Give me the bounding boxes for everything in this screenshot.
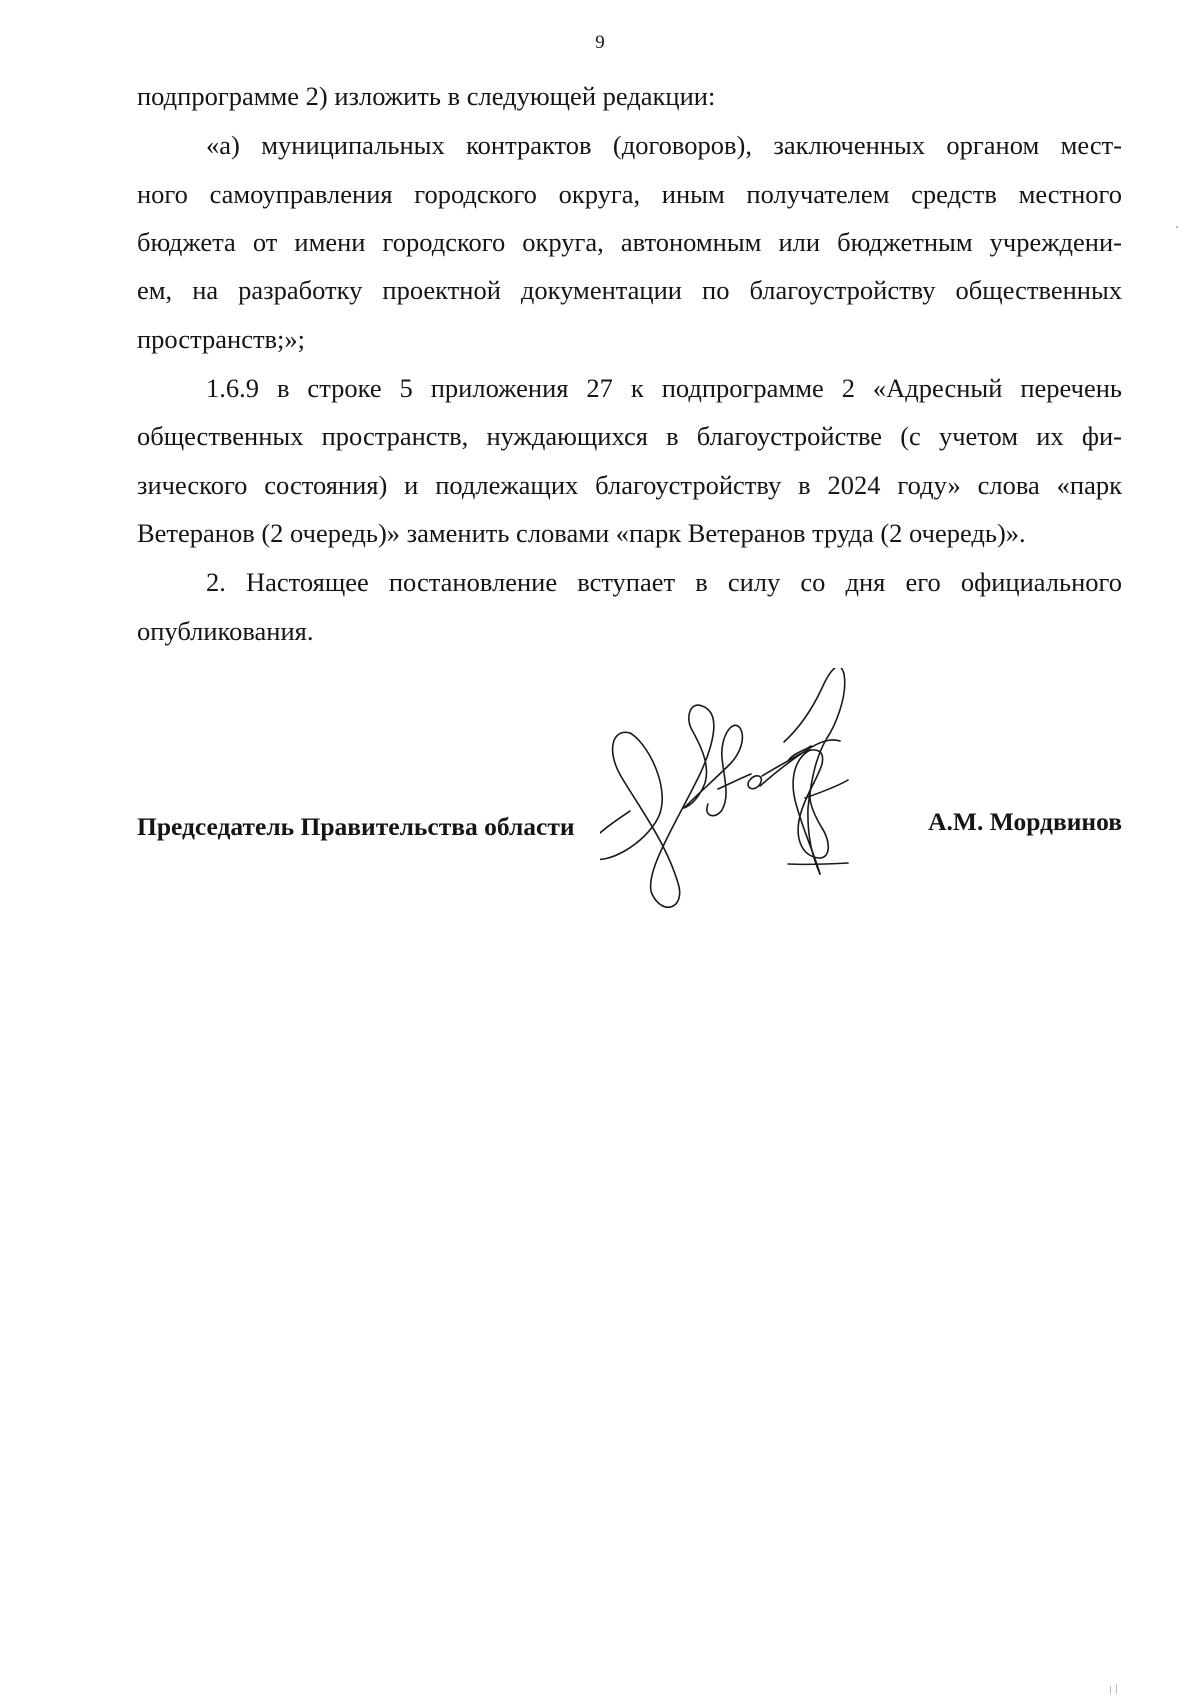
paragraph-line: ного самоуправления городского округа, иным получателем средств местного (137, 179, 1122, 209)
paragraph-line: ем, на разработку проектной документации по благоустройству общественных (137, 275, 1122, 305)
paragraph-line: Ветеранов (2 очередь)» заменить словами «парк Ветеранов труда (2 очередь)». (137, 518, 1026, 548)
paragraph-line: бюджета от имени городского округа, автономным или бюджетным учреждени- (137, 227, 1122, 257)
paragraph-line: общественных пространств, нуждающихся в благоустройстве (с учетом их фи- (137, 421, 1122, 451)
paragraph-line: подпрограмме 2) изложить в следующей редакции: (137, 81, 716, 111)
page-number: 9 (595, 32, 605, 53)
scan-speck (1116, 1684, 1117, 1694)
scan-speck (1176, 226, 1178, 228)
signatory-name: А.М. Мордвинов (928, 807, 1122, 836)
paragraph-line: 1.6.9 в строке 5 приложения 27 к подпрограмме 2 «Адресный перечень (206, 373, 1122, 403)
signatory-title: Председатель Правительства области (137, 812, 575, 841)
paragraph-line: опубликования. (137, 616, 314, 646)
paragraph-line: пространств;»; (137, 324, 306, 354)
paragraph-line: 2. Настоящее постановление вступает в силу со дня его официального (206, 567, 1122, 597)
handwritten-signature (600, 668, 930, 923)
paragraph-line: зического состояния) и подлежащих благоустройству в 2024 году» слова «парк (137, 470, 1122, 500)
paragraph-line: «а) муниципальных контрактов (договоров), заключенных органом мест- (206, 130, 1122, 160)
scan-speck (1110, 1686, 1111, 1694)
